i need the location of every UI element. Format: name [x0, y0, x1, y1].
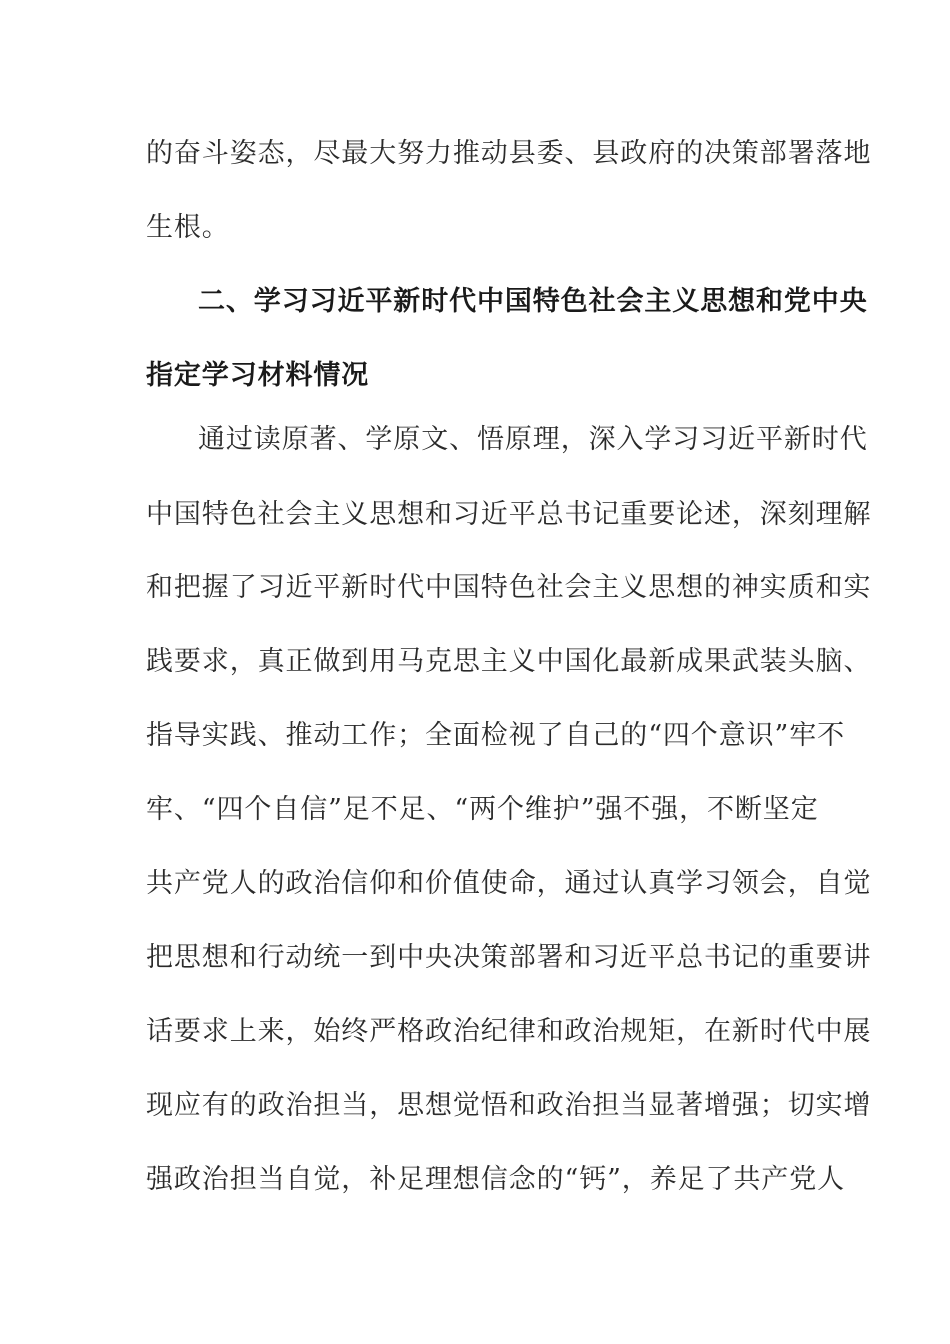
section-heading-line: 二、学习习近平新时代中国特色社会主义思想和党中央 — [198, 286, 868, 317]
paragraph-line: 话要求上来，始终严格政治纪律和政治规矩，在新时代中展 — [146, 1016, 872, 1047]
paragraph-line: 现应有的政治担当，思想觉悟和政治担当显著增强；切实增 — [146, 1090, 872, 1121]
paragraph-line: 把思想和行动统一到中央决策部署和习近平总书记的重要讲 — [146, 942, 872, 973]
paragraph-line: 通过读原著、学原文、悟原理，深入学习习近平新时代 — [198, 424, 868, 455]
paragraph-line: 和把握了习近平新时代中国特色社会主义思想的神实质和实 — [146, 572, 872, 603]
paragraph-line: 的奋斗姿态，尽最大努力推动县委、县政府的决策部署落地 — [146, 138, 872, 169]
paragraph-line: 指导实践、推动工作；全面检视了自己的“四个意识”牢不 — [146, 720, 846, 751]
paragraph-line: 生根。 — [146, 212, 230, 243]
paragraph-line: 践要求，真正做到用马克思主义中国化最新成果武装头脑、 — [146, 646, 872, 677]
section-heading-line: 指定学习材料情况 — [146, 360, 370, 391]
paragraph-line: 共产党人的政治信仰和价值使命，通过认真学习领会，自觉 — [146, 868, 872, 899]
paragraph-line: 牢、“四个自信”足不足、“两个维护”强不强，不断坚定 — [146, 794, 819, 825]
paragraph-line: 强政治担当自觉，补足理想信念的“钙”，养足了共产党人 — [146, 1164, 846, 1195]
paragraph-line: 中国特色社会主义思想和习近平总书记重要论述，深刻理解 — [146, 499, 872, 530]
